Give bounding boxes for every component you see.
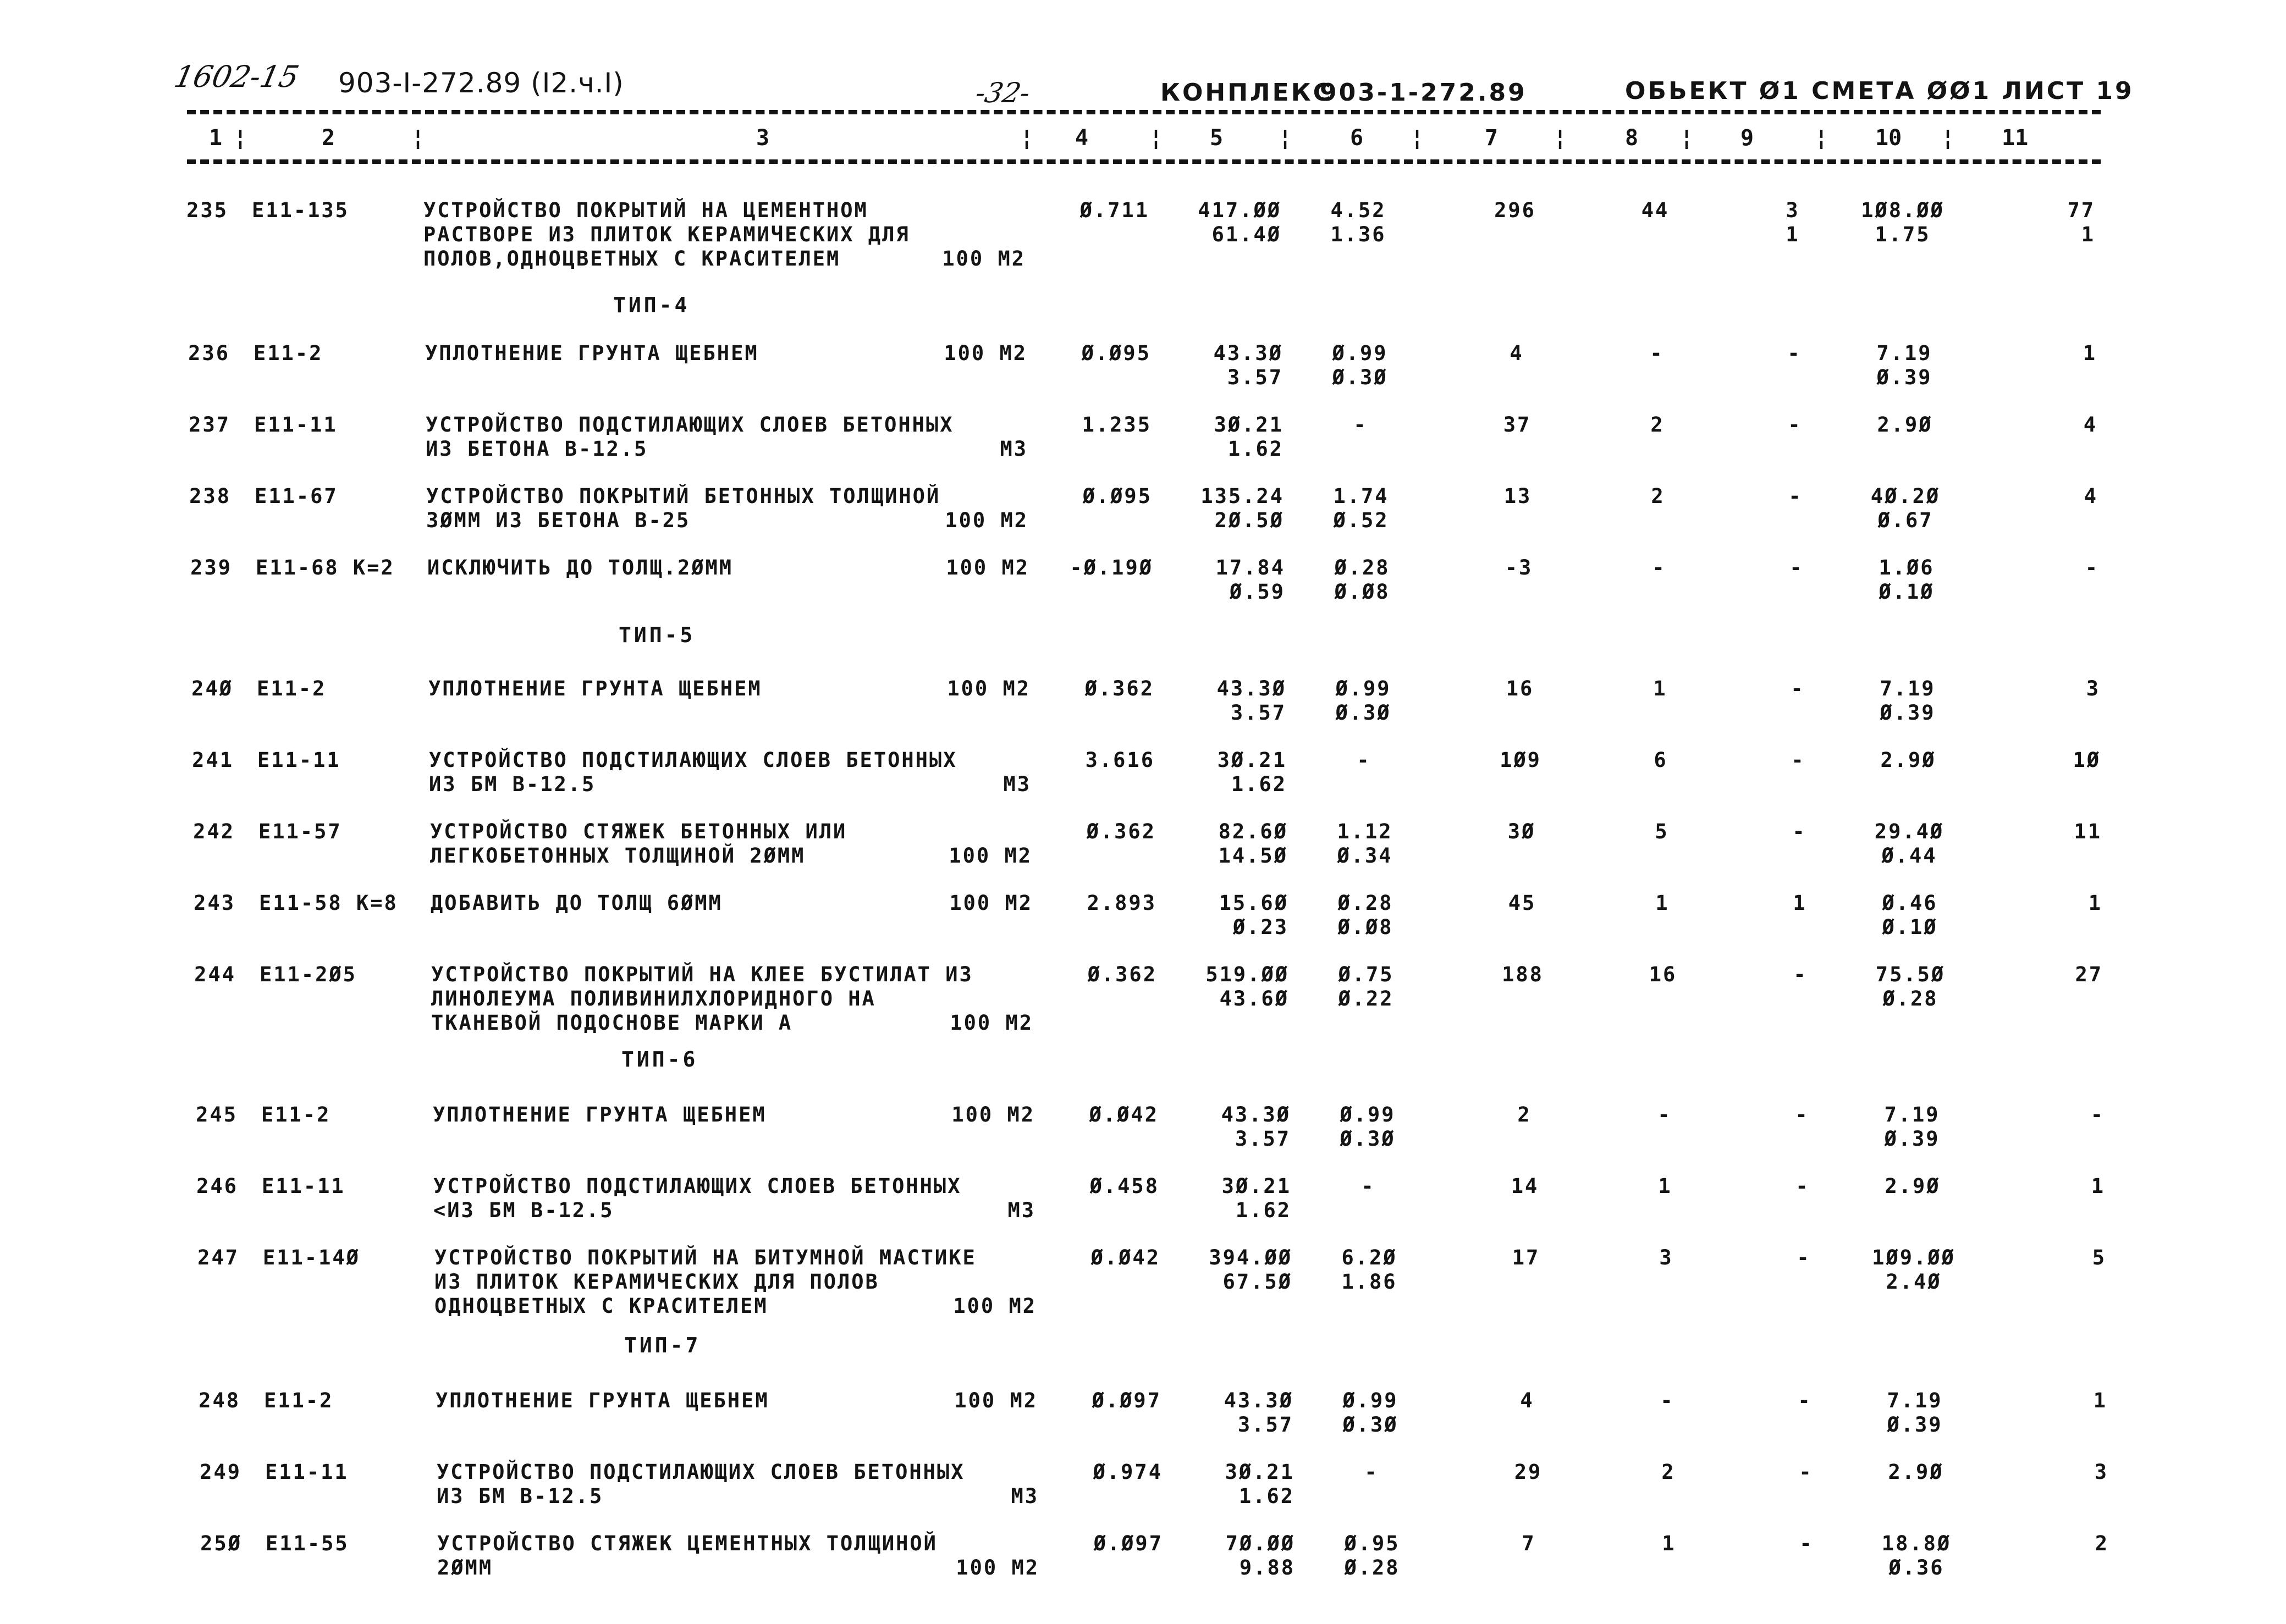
col-header-8: 8 [1625,125,1639,151]
row-description: 2ØММ [437,1556,493,1579]
row-labor-total: 2 [2095,1532,2109,1555]
row-cost-wages: 1.86 [1341,1270,1397,1294]
row-cost-wages: Ø.34 [1337,844,1393,868]
row-labor-unit: Ø.39 [1880,701,1936,725]
row-quantity: Ø.711 [1079,198,1149,222]
col-sep: ¦ [1020,125,1034,151]
row-cost-wages: 1.12 [1337,820,1393,843]
row-labor-unit: 2.9Ø [1885,1174,1941,1198]
row-labor-total: - [2085,556,2099,579]
row-cost-wages: Ø.99 [1332,341,1388,365]
row-code: E11-2 [261,1103,331,1126]
row-description: УПЛОТНЕНИЕ ГРУНТА ЩЕБНЕМ [428,677,762,700]
row-description: ИЗ БМ В-12.5 [429,772,596,796]
row-total: 37 [1503,413,1532,437]
col-sep: ¦ [1411,125,1424,151]
row-description: ДОБАВИТЬ ДО ТОЛЩ 6ØММ [431,891,723,915]
page-number: -32- [972,77,1033,109]
row-cost-wages: Ø.99 [1342,1389,1398,1412]
row-number: 243 [194,891,235,915]
row-col9: - [1799,1532,1814,1555]
row-description: ПОЛОВ,ОДНОЦВЕТНЫХ С КРАСИТЕЛЕМ [423,247,841,270]
row-cost-unit: 519.ØØ [1205,963,1289,986]
col-sep: ¦ [1680,125,1694,151]
complex-label: КОНПЛЕКС [1160,79,1333,107]
row-cost-wages: Ø.22 [1338,987,1394,1010]
row-description: УСТРОЙСТВО СТЯЖЕК ЦЕМЕНТНЫХ ТОЛЩИНОЙ [437,1532,938,1555]
row-description: ИСКЛЮЧИТЬ ДО ТОЛЩ.2ØММ [427,556,734,579]
row-labor-total: 1 [2088,891,2102,915]
row-cost-wages: Ø.Ø8 [1337,915,1393,939]
row-cost-unit: 14.5Ø [1218,844,1288,868]
row-description: ЛИНОЛЕУМА ПОЛИВИНИЛХЛОРИДНОГО НА [431,987,876,1010]
row-unit: М3 [1011,1484,1039,1508]
row-labor-unit: 7.19 [1887,1389,1943,1412]
row-cost-wages: Ø.28 [1337,891,1393,915]
row-labor-unit: 1Ø9.ØØ [1872,1246,1956,1269]
row-code: E11-11 [262,1174,345,1198]
row-number: 249 [200,1460,241,1484]
col-header-9: 9 [1740,125,1754,151]
row-cost-unit: 3.57 [1230,701,1286,725]
row-cost-wages: Ø.28 [1334,556,1390,579]
row-unit: М3 [1003,772,1031,796]
row-col9: - [1788,413,1802,437]
row-description: УСТРОЙСТВО ПОДСТИЛАЮЩИХ СЛОЕВ БЕТОННЫХ [437,1460,965,1484]
row-code: E11-58 К=8 [259,891,398,915]
row-total-wages: - [1660,1389,1674,1412]
col-header-3: 3 [756,125,770,151]
row-description: УСТРОЙСТВО ПОДСТИЛАЮЩИХ СЛОЕВ БЕТОННЫХ [429,748,957,772]
row-number: 248 [199,1389,240,1412]
row-cost-unit: 15.6Ø [1219,891,1288,915]
row-col9: 1 [1793,891,1807,915]
row-code: E11-14Ø [263,1246,360,1269]
row-quantity: Ø.Ø42 [1089,1103,1159,1126]
row-cost-unit: 43.6Ø [1219,987,1289,1010]
row-number: 247 [197,1246,239,1269]
col-header-2: 2 [322,125,335,151]
col-header-4: 4 [1075,125,1089,151]
row-total: 45 [1508,891,1536,915]
row-total: 7 [1522,1532,1536,1555]
row-code: E11-11 [257,748,341,772]
row-col9: - [1787,341,1802,365]
row-description: ТКАНЕВОЙ ПОДОСНОВЕ МАРКИ А [431,1011,793,1035]
row-code: E11-2 [254,341,323,365]
row-cost-unit: 3Ø.21 [1225,1460,1295,1484]
row-cost-wages: Ø.99 [1340,1103,1396,1126]
row-labor-total: 1Ø [2073,748,2101,772]
row-total-wages: 1 [1662,1532,1676,1555]
row-total: 13 [1503,484,1532,508]
row-cost-wages: - [1364,1460,1379,1484]
row-cost-wages: - [1353,413,1368,437]
row-cost-unit: 3.57 [1227,366,1283,389]
row-number: 244 [194,963,236,986]
row-total-wages: - [1652,556,1666,579]
row-total: 296 [1494,198,1536,222]
row-unit: 100 М2 [954,1389,1038,1412]
row-total-wages: 1 [1653,677,1667,700]
row-col9: - [1797,1246,1811,1269]
row-description: 3ØММ ИЗ БЕТОНА В-25 [426,509,691,532]
row-labor-total: - [2090,1103,2105,1126]
row-cost-wages: Ø.3Ø [1340,1127,1396,1151]
row-col9: - [1791,677,1805,700]
row-unit: 100 М2 [956,1556,1039,1579]
row-labor-unit: 1Ø8.ØØ [1861,198,1945,222]
row-labor-total: 77 [2067,198,2095,222]
row-unit: М3 [1000,437,1028,461]
row-cost-unit: 17.84 [1215,556,1285,579]
col-sep: ¦ [234,125,247,151]
row-labor-unit: 75.5Ø [1875,963,1946,986]
row-col9: - [1789,556,1804,579]
row-cost-wages: Ø.3Ø [1335,701,1391,725]
row-total-wages: 1 [1655,891,1670,915]
row-description: РАСТВОРЕ ИЗ ПЛИТОК КЕРАМИЧЕСКИХ ДЛЯ [423,223,910,246]
row-cost-unit: 3.57 [1237,1413,1293,1437]
row-labor-unit: Ø.1Ø [1882,915,1938,939]
row-unit: 100 М2 [946,556,1029,579]
row-quantity: -Ø.19Ø [1070,556,1153,579]
row-total: 17 [1512,1246,1540,1269]
row-cost-unit: 3.57 [1235,1127,1291,1151]
row-cost-wages: 6.2Ø [1341,1246,1397,1269]
row-col9: - [1788,484,1803,508]
row-number: 245 [196,1103,238,1126]
row-description: ИЗ БЕТОНА В-12.5 [426,437,648,461]
row-total-wages: 5 [1655,820,1669,843]
row-unit: 100 М2 [944,341,1027,365]
row-code: E11-2 [257,677,327,700]
row-description: ЛЕГКОБЕТОННЫХ ТОЛЩИНОЙ 2ØММ [430,844,806,868]
row-total-wages: - [1657,1103,1672,1126]
section-heading: ТИП-5 [619,623,696,647]
row-cost-wages: Ø.52 [1333,509,1389,532]
row-cost-unit: 43.3Ø [1221,1103,1291,1126]
row-cost-wages: 4.52 [1330,198,1386,222]
row-labor-total: 1 [2091,1174,2105,1198]
row-total-wages: 44 [1641,198,1670,222]
row-total: 4 [1520,1389,1534,1412]
doc-code: 903-I-272.89 (I2.ч.I) [338,67,624,99]
section-heading: ТИП-6 [621,1047,698,1071]
row-labor-unit: 18.8Ø [1881,1532,1952,1555]
row-cost-unit: 7Ø.ØØ [1225,1532,1295,1555]
row-description: УПЛОТНЕНИЕ ГРУНТА ЩЕБНЕМ [425,341,759,365]
row-unit: 100 М2 [950,1011,1033,1035]
handwritten-code: 1602-15 [171,59,302,94]
row-cost-unit: 1.62 [1235,1198,1291,1222]
row-labor-total: 4 [2084,484,2098,508]
row-total: -3 [1505,556,1533,579]
col-sep: ¦ [1149,125,1163,151]
row-cost-unit: 1.62 [1238,1484,1295,1508]
row-labor-total: 4 [2083,413,2097,437]
row-code: E11-55 [266,1532,349,1555]
row-unit: 100 М2 [942,247,1026,270]
row-labor-unit: Ø.39 [1876,366,1932,389]
col-sep: ¦ [411,125,425,151]
row-cost-unit: 67.5Ø [1222,1270,1292,1294]
row-code: E11-68 К=2 [256,556,395,579]
row-labor-unit: 4Ø.2Ø [1870,484,1941,508]
row-labor-unit: Ø.46 [1882,891,1938,915]
row-description: ИЗ ПЛИТОК КЕРАМИЧЕСКИХ ДЛЯ ПОЛОВ [434,1270,879,1294]
row-quantity: Ø.Ø42 [1090,1246,1160,1269]
row-labor-total: 1 [2081,223,2095,246]
row-total-wages: 2 [1661,1460,1676,1484]
row-number: 237 [189,413,230,437]
row-col9: - [1798,1389,1812,1412]
row-cost-unit: 9.88 [1239,1556,1295,1579]
row-labor-total: 1 [2093,1389,2107,1412]
row-description: ОДНОЦВЕТНЫХ С КРАСИТЕЛЕМ [434,1294,768,1318]
row-labor-unit: Ø.39 [1887,1413,1943,1437]
row-number: 25Ø [200,1532,242,1555]
row-total: 3Ø [1507,820,1536,843]
row-total-wages: 16 [1649,963,1677,986]
row-cost-unit: Ø.23 [1232,915,1288,939]
col-sep: ¦ [1554,125,1567,151]
row-cost-unit: 1.62 [1227,437,1284,461]
row-description: ИЗ БМ В-12.5 [437,1484,604,1508]
row-labor-unit: 29.4Ø [1874,820,1945,843]
row-description: <ИЗ БМ В-12.5 [433,1198,614,1222]
row-labor-unit: Ø.67 [1877,509,1934,532]
row-unit: 100 М2 [951,1103,1035,1126]
row-quantity: Ø.Ø95 [1082,484,1152,508]
row-cost-wages: Ø.99 [1335,677,1391,700]
row-cost-unit: 3Ø.21 [1214,413,1284,437]
row-total: 188 [1502,963,1544,986]
row-labor-total: 27 [2075,963,2103,986]
row-description: УСТРОЙСТВО ПОКРЫТИЙ НА БИТУМНОЙ МАСТИКЕ [434,1246,977,1269]
row-cost-wages: - [1357,748,1371,772]
row-cost-unit: 2Ø.5Ø [1214,509,1284,532]
row-labor-total: 3 [2094,1460,2108,1484]
row-unit: 100 М2 [949,844,1032,868]
row-number: 239 [190,556,232,579]
row-labor-total: 1 [2083,341,2097,365]
row-cost-wages: Ø.3Ø [1332,366,1388,389]
row-quantity: Ø.Ø97 [1092,1389,1161,1412]
row-total-wages: 1 [1658,1174,1672,1198]
row-total-wages: - [1650,341,1664,365]
row-unit: 100 М2 [945,509,1028,532]
row-cost-unit: 43.3Ø [1213,341,1283,365]
col-header-10: 10 [1875,125,1902,151]
row-cost-wages: - [1361,1174,1375,1198]
row-description: УСТРОЙСТВО ПОКРЫТИЙ БЕТОННЫХ ТОЛЩИНОЙ [426,484,941,508]
row-quantity: 3.616 [1085,748,1155,772]
row-total-wages: 3 [1659,1246,1673,1269]
row-number: 241 [192,748,234,772]
row-cost-wages: 1.36 [1330,223,1386,246]
col-header-7: 7 [1485,125,1499,151]
row-col9: - [1795,1174,1810,1198]
row-quantity: 1.235 [1082,413,1152,437]
row-cost-unit: 43.3Ø [1224,1389,1293,1412]
row-code: E11-57 [258,820,342,843]
row-col9: - [1799,1460,1813,1484]
row-number: 24Ø [191,677,233,700]
row-labor-unit: Ø.1Ø [1879,580,1935,604]
row-col9: 3 [1786,198,1800,222]
row-description: УПЛОТНЕНИЕ ГРУНТА ЩЕБНЕМ [433,1103,767,1126]
row-code: E11-11 [265,1460,349,1484]
row-total: 29 [1514,1460,1543,1484]
row-cost-unit: 43.3Ø [1216,677,1286,700]
row-labor-unit: 2.9Ø [1877,413,1933,437]
row-quantity: Ø.458 [1089,1174,1159,1198]
col-sep: ¦ [1279,125,1292,151]
row-cost-unit: Ø.59 [1229,580,1285,604]
row-labor-unit: Ø.39 [1884,1127,1940,1151]
row-total: 4 [1510,341,1524,365]
complex-code: 903-1-272.89 [1320,79,1527,107]
row-number: 242 [193,820,235,843]
row-total-wages: 2 [1650,413,1665,437]
col-header-6: 6 [1350,125,1364,151]
col-header-5: 5 [1210,125,1224,151]
row-number: 238 [189,484,231,508]
row-quantity: Ø.974 [1093,1460,1163,1484]
row-code: E11-67 [255,484,338,508]
row-cost-unit: 3Ø.21 [1217,748,1287,772]
row-labor-unit: 7.19 [1884,1103,1940,1126]
rule-below-header [187,159,2101,164]
row-labor-unit: Ø.44 [1881,844,1937,868]
row-labor-total: 11 [2074,820,2102,843]
row-code: E11-11 [254,413,338,437]
row-description: УСТРОЙСТВО ПОДСТИЛАЮЩИХ СЛОЕВ БЕТОННЫХ [433,1174,962,1198]
row-cost-unit: 417.ØØ [1198,198,1281,222]
row-labor-unit: 7.19 [1876,341,1932,365]
row-total: 1Ø9 [1500,748,1541,772]
row-labor-unit: 7.19 [1880,677,1936,700]
row-cost-wages: Ø.75 [1338,963,1394,986]
row-cost-wages: 1.74 [1333,484,1389,508]
row-labor-total: 5 [2092,1246,2106,1269]
section-heading: ТИП-4 [613,293,690,317]
row-cost-unit: 61.4Ø [1211,223,1281,246]
row-labor-unit: 1.Ø6 [1879,556,1935,579]
row-cost-wages: Ø.95 [1344,1532,1400,1555]
row-labor-unit: 2.9Ø [1888,1460,1944,1484]
row-number: 246 [196,1174,238,1198]
row-total: 14 [1511,1174,1539,1198]
row-cost-unit: 135.24 [1200,484,1284,508]
row-labor-total: 3 [2086,677,2100,700]
row-quantity: Ø.362 [1087,963,1157,986]
row-cost-unit: 3Ø.21 [1221,1174,1291,1198]
row-number: 235 [186,198,228,222]
section-heading: ТИП-7 [624,1333,701,1357]
row-unit: 100 М2 [953,1294,1037,1318]
col-sep: ¦ [1815,125,1828,151]
row-cost-unit: 1.62 [1231,772,1287,796]
row-total-wages: 2 [1651,484,1665,508]
row-col9: - [1795,1103,1809,1126]
row-total: 2 [1517,1103,1532,1126]
row-cost-wages: Ø.3Ø [1342,1413,1398,1437]
row-description: УСТРОЙСТВО ПОКРЫТИЙ НА ЦЕМЕНТНОМ [423,198,868,222]
row-labor-unit: Ø.36 [1888,1556,1945,1579]
row-unit: 100 М2 [949,891,1033,915]
row-cost-unit: 394.ØØ [1209,1246,1292,1269]
row-quantity: Ø.362 [1086,820,1156,843]
row-cost-wages: Ø.Ø8 [1334,580,1390,604]
row-description: УСТРОЙСТВО ПОДСТИЛАЮЩИХ СЛОЕВ БЕТОННЫХ [426,413,954,437]
row-unit: М3 [1007,1198,1035,1222]
row-cost-wages: Ø.28 [1344,1556,1400,1579]
row-description: УСТРОЙСТВО СТЯЖЕК БЕТОННЫХ ИЛИ [430,820,847,843]
row-labor-unit: 1.75 [1875,223,1931,246]
col-header-1: 1 [209,125,223,151]
object-info: ОБЬЕКТ Ø1 СМЕТА ØØ1 ЛИСТ 19 [1625,77,2134,105]
row-unit: 100 М2 [947,677,1031,700]
row-quantity: Ø.Ø97 [1093,1532,1163,1555]
row-code: E11-2Ø5 [260,963,357,986]
row-cost-unit: 82.6Ø [1218,820,1288,843]
row-code: E11-135 [252,198,349,222]
col-header-11: 11 [2002,125,2029,151]
row-description: УПЛОТНЕНИЕ ГРУНТА ЩЕБНЕМ [436,1389,769,1412]
row-description: УСТРОЙСТВО ПОКРЫТИЙ НА КЛЕЕ БУСТИЛАТ ИЗ [431,963,973,986]
row-col9: 1 [1786,223,1800,246]
row-quantity: 2.893 [1087,891,1156,915]
row-labor-unit: 2.9Ø [1880,748,1936,772]
row-col9: - [1791,748,1805,772]
col-sep: ¦ [1941,125,1955,151]
row-number: 236 [188,341,230,365]
row-total-wages: 6 [1654,748,1668,772]
row-code: E11-2 [264,1389,334,1412]
row-total: 16 [1506,677,1534,700]
row-quantity: Ø.362 [1084,677,1154,700]
rule-top [187,110,2101,114]
row-labor-unit: Ø.28 [1882,987,1938,1010]
row-quantity: Ø.Ø95 [1081,341,1151,365]
row-col9: - [1793,963,1808,986]
row-labor-unit: 2.4Ø [1886,1270,1942,1294]
row-col9: - [1792,820,1806,843]
